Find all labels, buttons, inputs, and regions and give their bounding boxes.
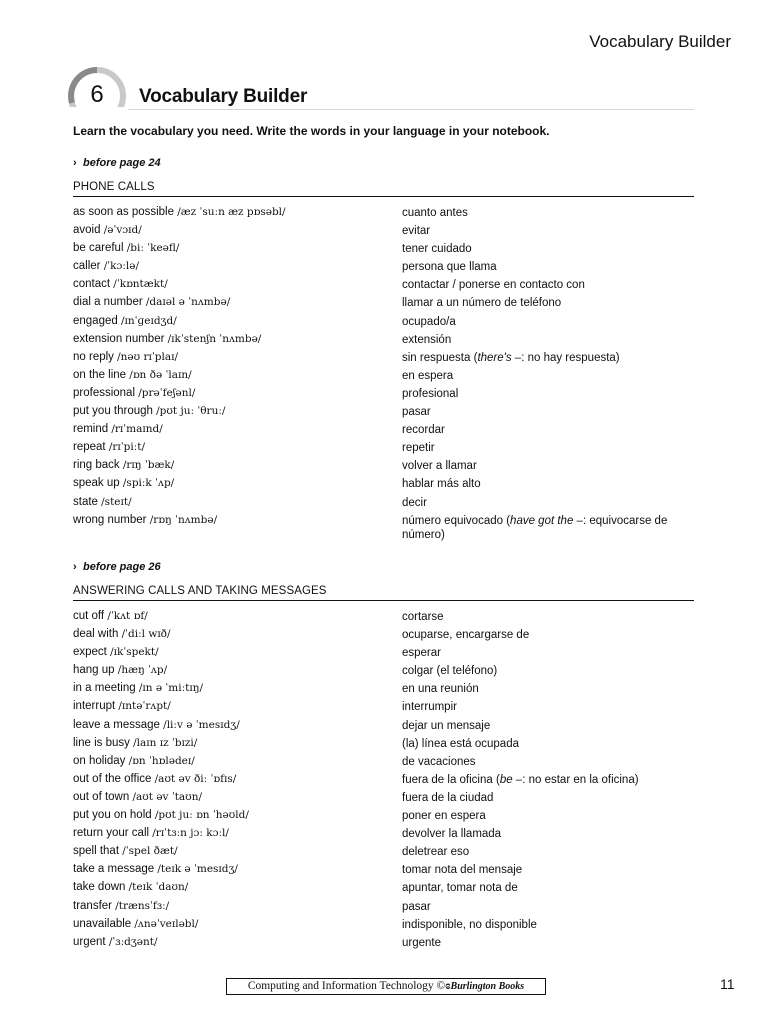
vocab-row (73, 719, 713, 737)
term-phonetic: /teɪk ˈdaʊn/ (128, 881, 189, 894)
vocab-term (73, 881, 188, 893)
vocab-row (73, 278, 713, 296)
term-word: unavailable (73, 917, 132, 930)
vocab-row (73, 224, 713, 242)
vocab-term (73, 459, 174, 471)
vocab-term (73, 791, 202, 803)
vocab-translation: pasar (402, 900, 431, 913)
term-word: put you on hold (73, 809, 152, 822)
term-phonetic: /rɪŋ ˈbæk/ (122, 459, 175, 472)
vocab-row (73, 315, 713, 333)
vocab-translation: (la) línea está ocupada (402, 737, 519, 750)
term-word: hang up (73, 664, 115, 677)
term-word: repeat (73, 441, 106, 454)
translation-text: : no estar en la oficina) (522, 773, 639, 786)
vocab-row (73, 664, 713, 682)
vocab-row (73, 206, 713, 224)
term-word: line is busy (73, 736, 130, 749)
vocab-term (73, 423, 163, 435)
term-word: out of town (73, 790, 130, 803)
vocab-translation: interrumpir (402, 701, 457, 714)
term-word: wrong number (73, 513, 147, 526)
vocab-translation: urgente (402, 936, 442, 949)
term-word: professional (73, 386, 136, 399)
term-word: put you through (73, 405, 153, 418)
vocab-translation: devolver la llamada (402, 828, 502, 841)
term-word: deal with (73, 628, 119, 641)
term-phonetic: /ɒn ðə ˈlaɪn/ (129, 368, 192, 381)
vocab-row (73, 387, 713, 405)
vocab-row (73, 441, 713, 459)
vocab-term (73, 278, 168, 290)
term-phonetic: /ɒn ˈhɒlədeɪ/ (128, 754, 195, 767)
term-phonetic: /ɪnˈɡeɪdʒd/ (120, 314, 177, 327)
term-phonetic: /ɪkˈspekt/ (110, 646, 159, 659)
term-phonetic: /nəʊ rɪˈplaɪ/ (117, 350, 178, 363)
chevron-right-icon: › (73, 157, 77, 169)
term-word: leave a message (73, 718, 160, 731)
term-word: interrupt (73, 700, 116, 713)
vocab-row (73, 827, 713, 845)
vocab-term (73, 646, 159, 658)
vocab-term (73, 900, 169, 912)
vocab-row (73, 682, 713, 700)
vocab-term (73, 315, 177, 327)
vocab-row (73, 405, 713, 423)
vocab-row (73, 333, 713, 351)
vocab-term (73, 387, 195, 399)
term-phonetic: /ʌnəˈveɪləbl/ (134, 917, 199, 930)
term-phonetic: /steɪt/ (101, 495, 132, 508)
footer-credit (226, 978, 546, 995)
vocab-term (73, 224, 142, 236)
term-phonetic: /ˈkɒntækt/ (113, 278, 168, 291)
translation-text: : no hay respuesta) (521, 351, 620, 364)
term-word: caller (73, 260, 101, 273)
vocab-translation: indisponible, no disponible (402, 918, 537, 931)
vocab-row (73, 496, 713, 514)
term-phonetic: /əˈvɔɪd/ (103, 224, 142, 237)
vocab-translation: persona que llama (402, 261, 497, 274)
term-word: urgent (73, 935, 106, 948)
vocab-translation: pasar (402, 406, 431, 419)
term-phonetic: /spiːk ˈʌp/ (122, 477, 175, 490)
vocab-row (73, 737, 713, 755)
vocab-row (73, 773, 713, 791)
vocab-translation: colgar (el teléfono) (402, 665, 498, 678)
term-word: contact (73, 278, 111, 291)
vocab-translation: fuera de la ciudad (402, 791, 494, 804)
term-phonetic: /rɒŋ ˈnʌmbə/ (149, 513, 218, 526)
vocab-row (73, 900, 713, 918)
vocab-translation (402, 773, 702, 787)
vocab-translation: en espera (402, 369, 454, 382)
term-word: on holiday (73, 754, 126, 767)
vocab-translation: poner en espera (402, 810, 486, 823)
section-label-text: before page 26 (83, 561, 161, 573)
vocab-list-answering-calls (73, 610, 713, 954)
vocab-row (73, 242, 713, 260)
vocab-translation: recordar (402, 424, 445, 437)
vocab-translation: extensión (402, 333, 452, 346)
term-phonetic: /pʊt juː ɒn ˈhəʊld/ (154, 809, 249, 822)
term-word: be careful (73, 242, 124, 255)
vocab-translation: apuntar, tomar nota de (402, 882, 518, 895)
term-phonetic: /rɪˈtɜːn jɔː kɔːl/ (152, 827, 229, 840)
vocab-term (73, 441, 145, 453)
footer-publisher: Burlington Books (450, 981, 525, 992)
term-word: out of the office (73, 772, 152, 785)
vocab-translation: ocupado/a (402, 315, 456, 328)
vocab-translation: tomar nota del mensaje (402, 864, 523, 877)
translation-emphasis: be – (499, 773, 523, 786)
vocab-row (73, 459, 713, 477)
vocab-term (73, 477, 174, 489)
term-phonetic: /trænsˈfɜː/ (115, 899, 170, 912)
term-phonetic: /daɪəl ə ˈnʌmbə/ (145, 296, 231, 309)
unit-number: 6 (90, 81, 104, 108)
term-phonetic: /prəˈfeʃənl/ (138, 386, 196, 399)
vocab-row (73, 755, 713, 773)
publisher-logo: ɞ (445, 980, 451, 992)
vocab-term (73, 514, 217, 526)
term-word: speak up (73, 477, 120, 490)
vocab-translation: en una reunión (402, 683, 479, 696)
vocab-term (73, 664, 167, 676)
term-word: expect (73, 646, 107, 659)
vocab-row (73, 369, 713, 387)
term-phonetic: /rɪˈpiːt/ (108, 441, 145, 454)
vocab-term (73, 628, 171, 640)
term-word: cut off (73, 610, 105, 622)
term-phonetic: /ˈdiːl wɪð/ (121, 628, 171, 641)
vocab-translation: ocuparse, encargarse de (402, 629, 530, 642)
term-phonetic: /ɪkˈstenʃn ˈnʌmbə/ (167, 332, 262, 345)
vocab-term (73, 827, 229, 839)
vocab-translation: esperar (402, 647, 441, 660)
vocab-row (73, 918, 713, 936)
term-phonetic: /ˈkʌt ɒf/ (107, 610, 148, 622)
unit-badge (68, 67, 126, 125)
vocab-term (73, 610, 148, 622)
translation-text: : equivocarse de número) (402, 514, 668, 541)
vocab-translation: cortarse (402, 611, 444, 623)
translation-text: sin respuesta ( (402, 351, 478, 364)
translation-text: número equivocado ( (402, 514, 511, 527)
term-phonetic: /rɪˈmaɪnd/ (111, 423, 163, 436)
vocab-row (73, 514, 713, 546)
vocab-term (73, 260, 139, 272)
vocab-translation: evitar (402, 225, 431, 238)
vocab-row (73, 809, 713, 827)
vocab-translation: deletrear eso (402, 846, 470, 859)
page-title: Vocabulary Builder (139, 86, 308, 107)
section-label-page-26 (73, 561, 161, 573)
section-heading-phone-calls: PHONE CALLS (73, 181, 694, 197)
term-word: as soon as possible (73, 206, 175, 218)
term-phonetic: /ˈɜːdʒənt/ (108, 935, 158, 948)
intro-instruction: Learn the vocabulary you need. Write the words in your language in your notebook. (73, 124, 550, 138)
term-phonetic: /liːv ə ˈmesɪdʒ/ (163, 718, 240, 731)
term-word: engaged (73, 314, 118, 327)
term-word: take a message (73, 863, 155, 876)
vocab-term (73, 351, 178, 363)
vocab-row (73, 646, 713, 664)
vocab-translation: de vacaciones (402, 755, 476, 768)
term-word: dial a number (73, 296, 143, 309)
vocab-term (73, 700, 171, 712)
chevron-right-icon: › (73, 561, 77, 573)
vocab-row (73, 477, 713, 495)
vocab-term (73, 719, 240, 731)
term-phonetic: /laɪn ɪz ˈbɪzi/ (133, 736, 198, 749)
vocab-term (73, 369, 192, 381)
term-phonetic: /æz ˈsuːn æz pɒsəbl/ (177, 206, 286, 218)
term-phonetic: /hæŋ ˈʌp/ (117, 664, 168, 677)
term-phonetic: /ˈkɔːlə/ (103, 260, 140, 273)
term-word: on the line (73, 368, 127, 381)
vocab-translation: hablar más alto (402, 478, 481, 491)
vocab-translation: cuanto antes (402, 207, 468, 219)
vocab-row (73, 296, 713, 314)
section-label-text: before page 24 (83, 157, 161, 169)
vocab-term (73, 296, 230, 308)
vocab-term (73, 405, 225, 417)
vocab-translation: profesional (402, 387, 459, 400)
page-number: 11 (720, 976, 735, 992)
vocab-row (73, 881, 713, 899)
vocab-term (73, 918, 198, 930)
term-word: take down (73, 881, 126, 894)
title-divider (128, 109, 694, 110)
vocab-row (73, 260, 713, 278)
term-phonetic: /aʊt əv ðiː ˈɒfɪs/ (154, 772, 237, 785)
term-phonetic: /teɪk ə ˈmesɪdʒ/ (157, 863, 238, 876)
vocab-list-phone-calls (73, 206, 713, 546)
term-word: remind (73, 423, 109, 436)
term-word: extension number (73, 332, 165, 345)
footer-text: Computing and Information Technology © (247, 980, 446, 992)
term-word: spell that (73, 845, 120, 858)
term-phonetic: /ˈspel ðæt/ (122, 845, 178, 858)
vocab-translation: volver a llamar (402, 460, 477, 473)
term-phonetic: /pʊt juː ˈθruː/ (156, 405, 226, 418)
vocab-row (73, 936, 713, 954)
vocab-row (73, 351, 713, 369)
vocab-translation: decir (402, 496, 427, 509)
vocab-row (73, 863, 713, 881)
term-word: avoid (73, 224, 101, 237)
vocab-term (73, 333, 261, 345)
vocab-row (73, 700, 713, 718)
term-phonetic: /ɪntəˈrʌpt/ (118, 700, 171, 713)
vocab-term (73, 242, 179, 254)
vocab-term (73, 206, 286, 218)
running-header: Vocabulary Builder (589, 32, 731, 51)
term-word: ring back (73, 459, 120, 472)
term-word: return your call (73, 827, 150, 840)
vocab-term (73, 809, 249, 821)
vocab-row (73, 423, 713, 441)
vocab-term (73, 773, 236, 785)
translation-text: fuera de la oficina ( (402, 773, 500, 786)
translation-emphasis: have got the – (510, 514, 583, 527)
vocab-row (73, 845, 713, 863)
vocab-term (73, 755, 195, 767)
vocab-translation (402, 514, 702, 542)
vocab-translation (402, 351, 702, 365)
vocab-row (73, 628, 713, 646)
term-phonetic: /aʊt əv ˈtaʊn/ (132, 790, 202, 803)
term-phonetic: /ɪn ə ˈmiːtɪŋ/ (138, 682, 204, 695)
section-heading-answering-calls: ANSWERING CALLS AND TAKING MESSAGES (73, 585, 694, 601)
vocab-term (73, 496, 132, 508)
vocab-translation: llamar a un número de teléfono (402, 297, 562, 310)
vocab-term (73, 682, 203, 694)
section-label-page-24 (73, 157, 161, 169)
vocab-translation: dejar un mensaje (402, 719, 491, 732)
term-word: state (73, 495, 98, 508)
term-word: no reply (73, 350, 114, 363)
term-word: in a meeting (73, 682, 136, 695)
vocab-term (73, 737, 197, 749)
vocab-term (73, 936, 158, 948)
vocab-translation: contactar / ponerse en contacto con (402, 279, 585, 292)
vocab-row (73, 791, 713, 809)
vocab-term (73, 863, 238, 875)
term-word: transfer (73, 899, 112, 912)
translation-emphasis: there's – (477, 351, 522, 364)
vocab-row (73, 610, 713, 628)
vocab-translation: tener cuidado (402, 243, 472, 256)
vocab-translation: repetir (402, 442, 435, 455)
term-phonetic: /biː ˈkeəfl/ (126, 242, 180, 255)
vocab-term (73, 845, 178, 857)
